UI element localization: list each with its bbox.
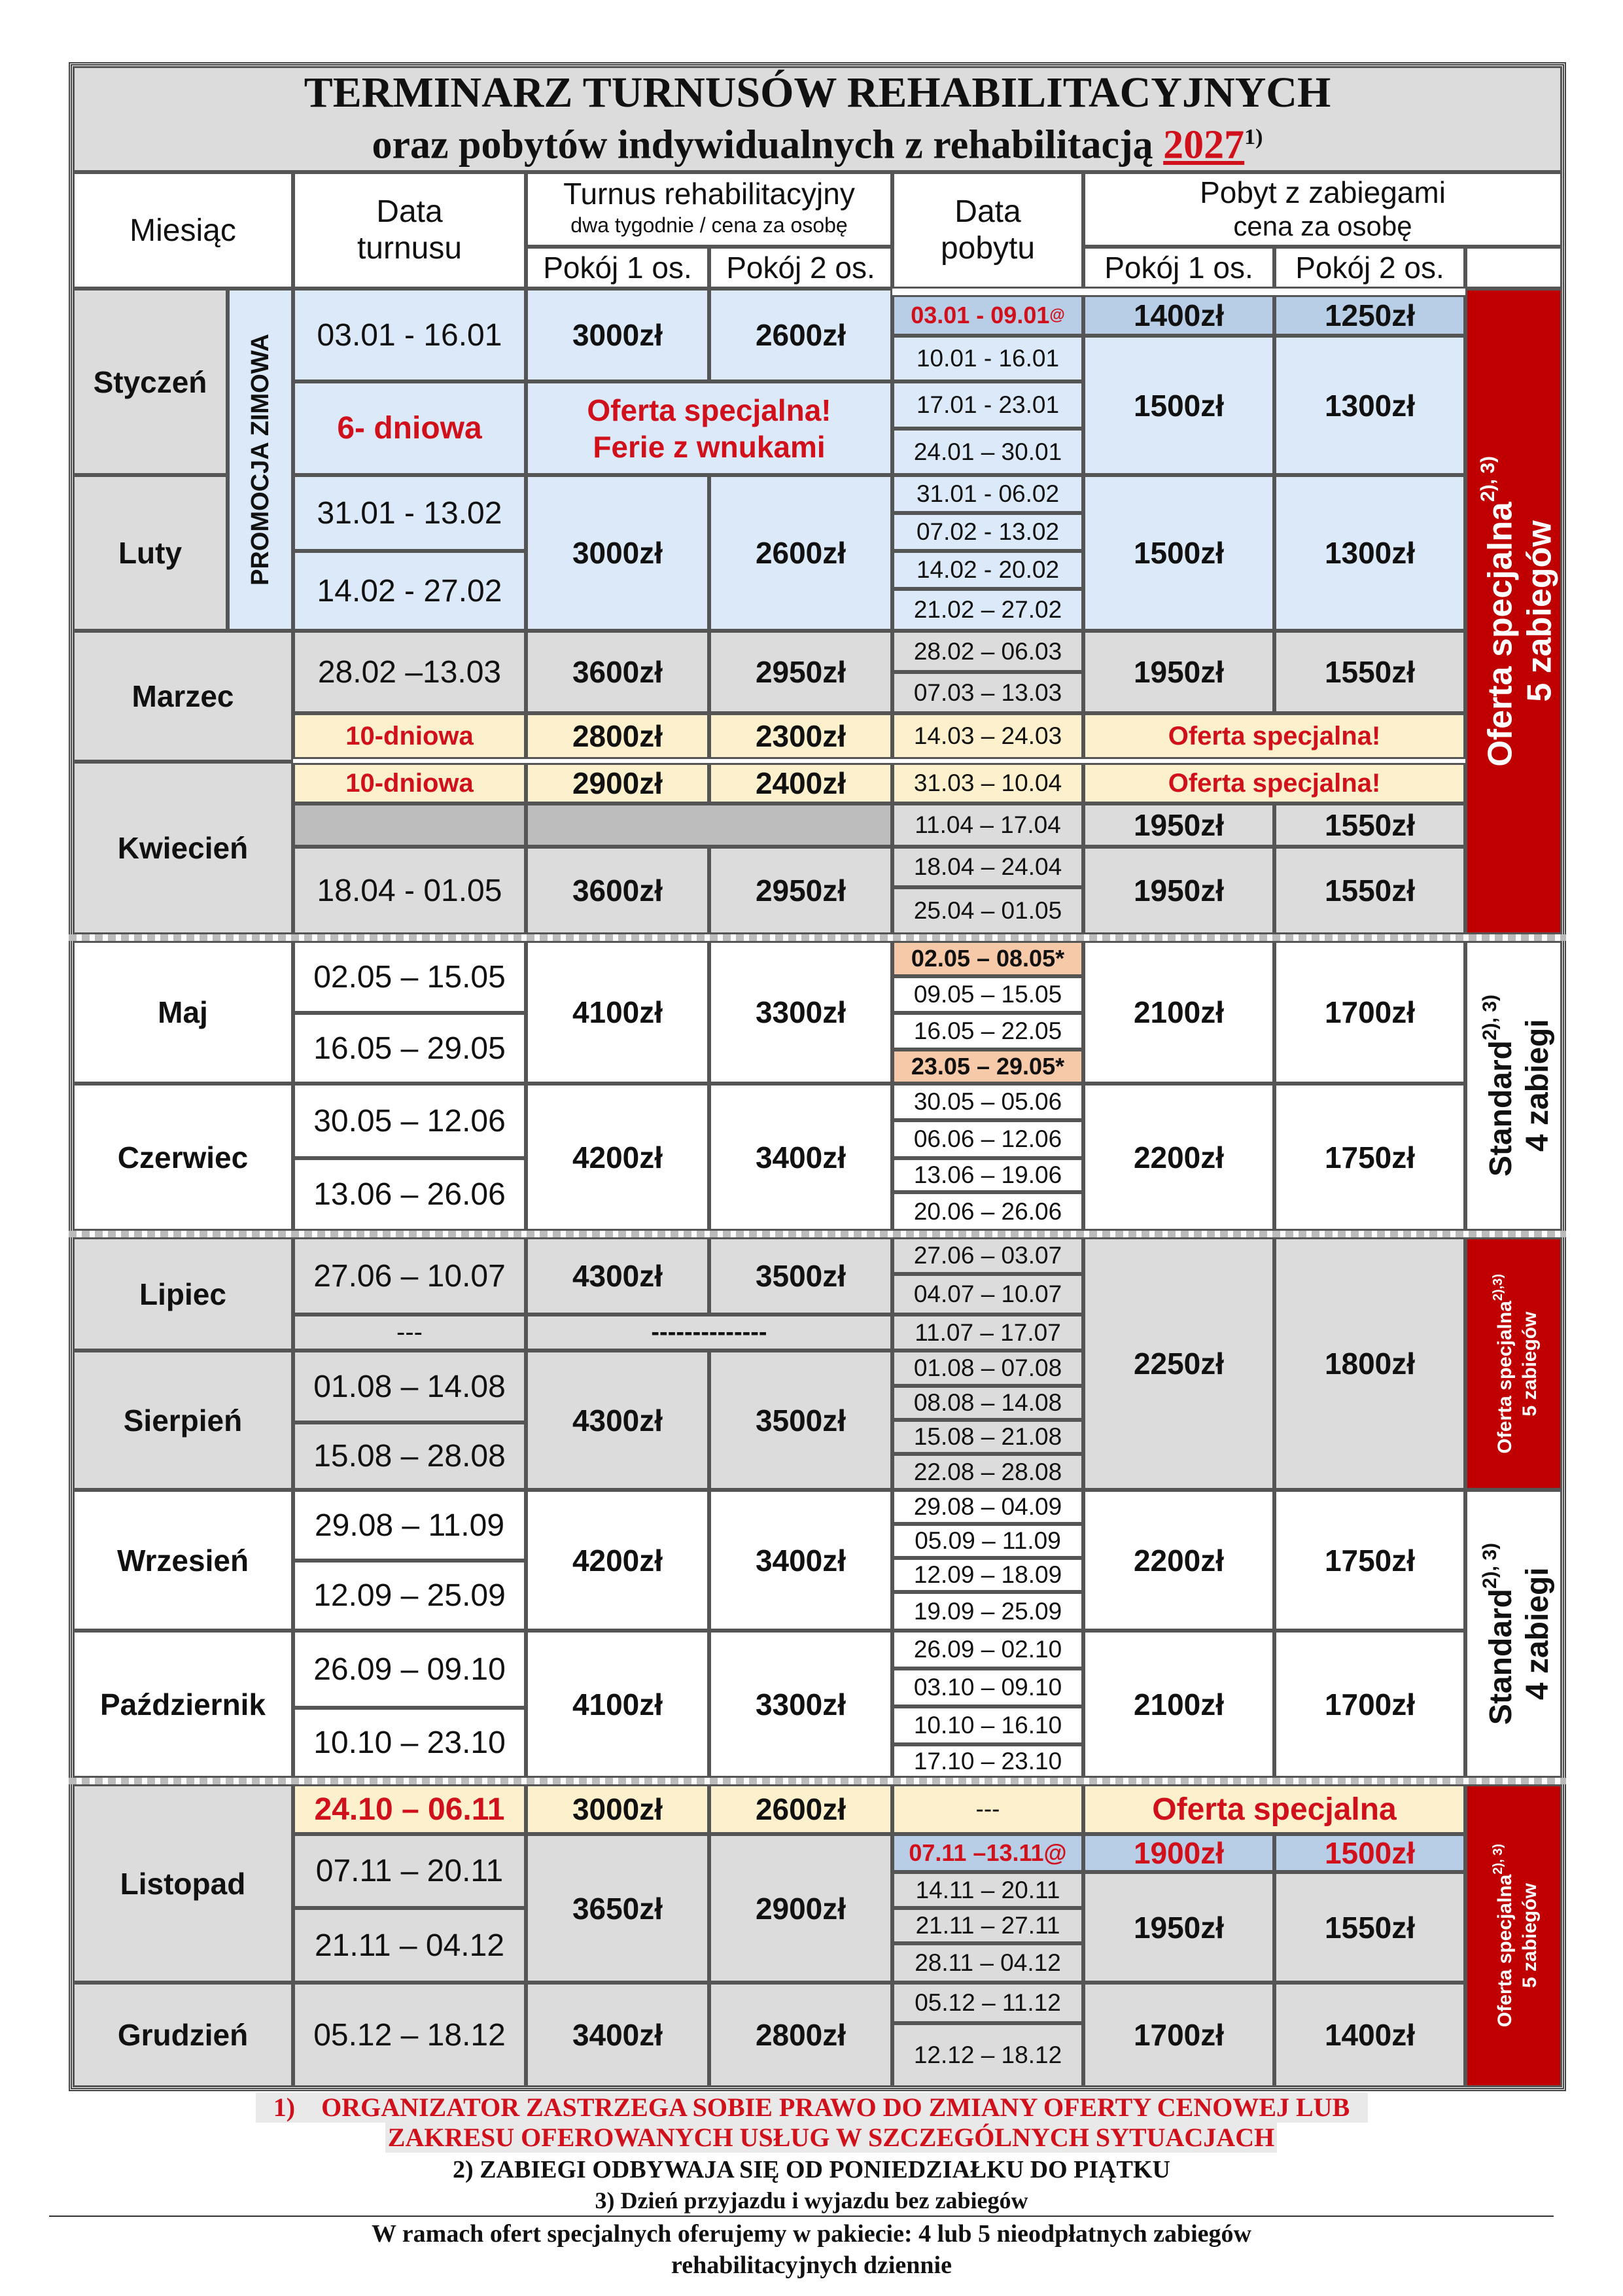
turnus-date: 18.04 - 01.05 xyxy=(293,847,526,934)
stay-date: 28.11 – 04.12 xyxy=(892,1943,1083,1983)
turnus-price-room1: 4200zł xyxy=(526,1084,709,1231)
stay-date: 25.04 – 01.05 xyxy=(892,887,1083,934)
turnus-price-room1: 4100zł xyxy=(526,1631,709,1778)
turnus-price-room2: 3400zł xyxy=(709,1490,892,1631)
stay-price-room2: 1500zł xyxy=(1274,1834,1465,1872)
stay-special-offer: Oferta specjalna! xyxy=(1083,763,1465,804)
turnus-price-room1: 4200zł xyxy=(526,1490,709,1631)
stay-price-room2: 1550zł xyxy=(1274,804,1465,847)
stay-date: 10.01 - 16.01 xyxy=(892,336,1083,381)
turnus-date: 16.05 – 29.05 xyxy=(293,1013,526,1084)
stay-date: 07.03 – 13.03 xyxy=(892,672,1083,713)
turnus-price-room2: 3500zł xyxy=(709,1237,892,1315)
col-turnus: Turnus rehabilitacyjny dwa tygodnie / cena za osobę xyxy=(526,172,892,247)
turnus-price-room2: 2600zł xyxy=(709,289,892,381)
stay-date: 27.06 – 03.07 xyxy=(892,1237,1083,1274)
turnus-date-empty xyxy=(293,804,526,847)
stay-price-room1: 1950zł xyxy=(1083,631,1274,713)
side-offer-5-zabiegow: Oferta specjalna$^{2), 3)}$ 5 zabiegów xyxy=(1465,1784,1562,2087)
page-subtitle: oraz pobytów indywidualnych z rehabilitacją 2027$^{1)}$ xyxy=(372,122,1263,168)
stay-date: 04.07 – 10.07 xyxy=(892,1274,1083,1315)
turnus-price-room1: 4300zł xyxy=(526,1351,709,1490)
stay-price-room1: 1950zł xyxy=(1083,847,1274,934)
turnus-date: 10.10 – 23.10 xyxy=(293,1708,526,1778)
turnus-price-room1: 2900zł xyxy=(526,763,709,804)
stay-date: 05.09 – 11.09 xyxy=(892,1524,1083,1558)
stay-date: 05.12 – 11.12 xyxy=(892,1983,1083,2023)
footnote-4: W ramach ofert specjalnych oferujemy w pakiecie: 4 lub 5 nieodpłatnych zabiegów rehabilitacyjnych dziennie xyxy=(371,2220,1251,2279)
stay-date: 11.04 – 17.04 xyxy=(892,804,1083,847)
turnus-price-room1: 3000zł xyxy=(526,475,709,631)
stay-price-room2: 1550zł xyxy=(1274,847,1465,934)
turnus-date: 07.11 – 20.11 xyxy=(293,1834,526,1908)
stay-date: 12.12 – 18.12 xyxy=(892,2023,1083,2087)
turnus-date: 27.06 – 10.07 xyxy=(293,1237,526,1315)
turnus-date: 14.02 - 27.02 xyxy=(293,551,526,631)
turnus-price-room1: 3400zł xyxy=(526,1983,709,2087)
col-stay-room1: Pokój 1 os. xyxy=(1083,247,1274,289)
turnus-price-room2: 2300zł xyxy=(709,713,892,759)
stay-price-room2: 1550zł xyxy=(1274,631,1465,713)
stay-date: 21.11 – 27.11 xyxy=(892,1908,1083,1943)
turnus-price-room2: 3500zł xyxy=(709,1351,892,1490)
stay-date: 31.01 - 06.02 xyxy=(892,475,1083,513)
stay-date: 06.06 – 12.06 xyxy=(892,1120,1083,1158)
stay-price-room1: 1950zł xyxy=(1083,1872,1274,1983)
stay-price-room2: 1550zł xyxy=(1274,1872,1465,1983)
stay-price-room2: 1400zł xyxy=(1274,1983,1465,2087)
stay-date: 12.09 – 18.09 xyxy=(892,1558,1083,1592)
stay-date: 01.08 – 07.08 xyxy=(892,1351,1083,1386)
col-side-empty xyxy=(1465,247,1562,289)
footnote-2: 2) ZABIEGI ODBYWAJA SIĘ OD PONIEDZIAŁKU DO PIĄTKU xyxy=(453,2156,1170,2183)
col-stay-room2: Pokój 2 os. xyxy=(1274,247,1465,289)
stay-date: 13.06 – 19.06 xyxy=(892,1158,1083,1192)
stay-price-room2: 1250zł xyxy=(1274,295,1465,336)
stay-date: 26.09 – 02.10 xyxy=(892,1631,1083,1669)
turnus-price-room1: 2800zł xyxy=(526,713,709,759)
turnus-date: 26.09 – 09.10 xyxy=(293,1631,526,1708)
stay-price-room1: 1500zł xyxy=(1083,475,1274,631)
stay-price-room1: 1950zł xyxy=(1083,804,1274,847)
stay-price-room1: 1500zł xyxy=(1083,336,1274,475)
side-offer-5-zabiegow: Oferta specjalna$^{2), 3)}$ 5 zabiegów xyxy=(1465,289,1562,934)
turnus-date: 12.09 – 25.09 xyxy=(293,1561,526,1631)
month-kwiecien: Kwiecień xyxy=(73,762,293,934)
turnus-date: 31.01 - 13.02 xyxy=(293,475,526,551)
stay-date: 18.04 – 24.04 xyxy=(892,847,1083,887)
turnus-date: 30.05 – 12.06 xyxy=(293,1084,526,1158)
stay-price-room2: 1700zł xyxy=(1274,941,1465,1084)
separator xyxy=(69,1778,1566,1784)
stay-date: 17.10 – 23.10 xyxy=(892,1744,1083,1778)
turnus-price-room2: 2950zł xyxy=(709,847,892,934)
stay-date: 11.07 – 17.07 xyxy=(892,1315,1083,1351)
footnote-divider xyxy=(49,2216,1554,2217)
stay-price-room1: 2250zł xyxy=(1083,1237,1274,1490)
turnus-price-room1: 3600zł xyxy=(526,631,709,713)
promo-winter-label: PROMOCJA ZIMOWA xyxy=(228,289,293,631)
stay-date: 03.10 – 09.10 xyxy=(892,1669,1083,1706)
turnus-price-room1: 3650zł xyxy=(526,1834,709,1983)
stay-date: 24.01 – 30.01 xyxy=(892,429,1083,475)
col-turnus-room2: Pokój 2 os. xyxy=(709,247,892,289)
turnus-price-room2: 2800zł xyxy=(709,1983,892,2087)
stay-date: 14.03 – 24.03 xyxy=(892,713,1083,759)
col-turnus-date: Data turnusu xyxy=(293,172,526,289)
turnus-date: 13.06 – 26.06 xyxy=(293,1158,526,1231)
footnote-1: 1) ORGANIZATOR ZASTRZEGA SOBIE PRAWO DO ZMIANY OFERTY CENOWEJ LUB ZAKRESU OFEROWANYCH USŁUG W SZCZEGÓLNYCH SYTUACJACH xyxy=(0,2093,1623,2153)
turnus-price-room2: 2400zł xyxy=(709,763,892,804)
stay-date: 15.08 – 21.08 xyxy=(892,1420,1083,1454)
turnus-date: 29.08 – 11.09 xyxy=(293,1490,526,1561)
stay-date: 19.09 – 25.09 xyxy=(892,1592,1083,1631)
stay-date: 23.05 – 29.05* xyxy=(892,1050,1083,1084)
col-stay: Pobyt z zabiegami cena za osobę xyxy=(1083,172,1562,247)
month-luty: Luty xyxy=(73,475,228,631)
month-maj: Maj xyxy=(73,941,293,1084)
stay-date: 29.08 – 04.09 xyxy=(892,1490,1083,1524)
turnus-price-room1: 4300zł xyxy=(526,1237,709,1315)
stay-price-room2: 1750zł xyxy=(1274,1490,1465,1631)
turnus-price-empty xyxy=(526,804,892,847)
stay-date: 14.02 - 20.02 xyxy=(892,551,1083,589)
stay-price-room1: 2100zł xyxy=(1083,1631,1274,1778)
turnus-date: 10-dniowa xyxy=(293,713,526,759)
turnus-price-room2: 3300zł xyxy=(709,941,892,1084)
turnus-price-room2: 2900zł xyxy=(709,1834,892,1983)
stay-date: 28.02 – 06.03 xyxy=(892,631,1083,672)
separator xyxy=(69,934,1566,941)
month-grudzien: Grudzień xyxy=(73,1983,293,2087)
month-wrzesien: Wrzesień xyxy=(73,1490,293,1631)
turnus-date: 05.12 – 18.12 xyxy=(293,1983,526,2087)
stay-price-room2: 1700zł xyxy=(1274,1631,1465,1778)
turnus-date: 21.11 – 04.12 xyxy=(293,1908,526,1983)
turnus-price-room1: 3000zł xyxy=(526,1784,709,1834)
stay-date: 21.02 – 27.02 xyxy=(892,589,1083,631)
stay-price-room1: 1900zł xyxy=(1083,1834,1274,1872)
stay-date: --- xyxy=(892,1784,1083,1834)
title-box xyxy=(73,66,1562,172)
turnus-price-room2: 2600zł xyxy=(709,1784,892,1834)
turnus-price-room2: 3400zł xyxy=(709,1084,892,1231)
stay-date: 20.06 – 26.06 xyxy=(892,1192,1083,1231)
stay-price-room2: 1750zł xyxy=(1274,1084,1465,1231)
page-title: TERMINARZ TURNUSÓW REHABILITACYJNYCH xyxy=(304,69,1331,117)
turnus-price-room1: 3000zł xyxy=(526,289,709,381)
stay-special-offer: Oferta specjalna! xyxy=(1083,713,1465,759)
side-standard-4-zabiegi: Standard$^{2), 3)}$ 4 zabiegi xyxy=(1465,1490,1562,1778)
turnus-price-room2: 2950zł xyxy=(709,631,892,713)
col-stay-date: Data pobytu xyxy=(892,172,1083,289)
turnus-price-room1: 3600zł xyxy=(526,847,709,934)
stay-date: 17.01 - 23.01 xyxy=(892,381,1083,429)
stay-price-room2: 1300zł xyxy=(1274,336,1465,475)
stay-date: 30.05 – 05.06 xyxy=(892,1084,1083,1120)
stay-date: 03.01 - 09.01 @ xyxy=(892,295,1083,336)
stay-date: 14.11 – 20.11 xyxy=(892,1872,1083,1908)
turnus-price-room2: 2600zł xyxy=(709,475,892,631)
stay-price-room1: 2100zł xyxy=(1083,941,1274,1084)
special-offer-ferie: Oferta specjalna! Ferie z wnukami xyxy=(526,381,892,475)
side-standard-4-zabiegi: Standard$^{2), 3)}$ 4 zabiegi xyxy=(1465,941,1562,1231)
month-sierpien: Sierpień xyxy=(73,1351,293,1490)
stay-date: 31.03 – 10.04 xyxy=(892,763,1083,804)
turnus-price-room2: 3300zł xyxy=(709,1631,892,1778)
stay-date: 02.05 – 08.05* xyxy=(892,941,1083,976)
month-styczen: Styczeń xyxy=(73,289,228,475)
col-turnus-room1: Pokój 1 os. xyxy=(526,247,709,289)
separator xyxy=(69,1231,1566,1237)
turnus-date: 03.01 - 16.01 xyxy=(293,289,526,381)
stay-date: 08.08 – 14.08 xyxy=(892,1386,1083,1420)
footnote-3: 3) Dzień przyjazdu i wyjazdu bez zabiegów xyxy=(595,2187,1028,2214)
stay-date: 07.02 - 13.02 xyxy=(892,513,1083,551)
turnus-price-room1: 4100zł xyxy=(526,941,709,1084)
stay-date: 09.05 – 15.05 xyxy=(892,976,1083,1013)
turnus-price-dash: -------------- xyxy=(526,1315,892,1351)
turnus-date: 15.08 – 28.08 xyxy=(293,1422,526,1490)
month-lipiec: Lipiec xyxy=(73,1237,293,1351)
turnus-date: 01.08 – 14.08 xyxy=(293,1351,526,1422)
month-listopad: Listopad xyxy=(73,1784,293,1983)
col-month: Miesiąc xyxy=(73,172,293,289)
stay-date: 16.05 – 22.05 xyxy=(892,1013,1083,1050)
stay-price-room2: 1800zł xyxy=(1274,1237,1465,1490)
stay-price-room1: 1400zł xyxy=(1083,295,1274,336)
turnus-date: 02.05 – 15.05 xyxy=(293,941,526,1013)
stay-price-room1: 2200zł xyxy=(1083,1490,1274,1631)
stay-date: 22.08 – 28.08 xyxy=(892,1454,1083,1490)
month-pazdziernik: Październik xyxy=(73,1631,293,1778)
stay-date: 07.11 –13.11@ xyxy=(892,1834,1083,1872)
month-marzec: Marzec xyxy=(73,631,293,762)
month-czerwiec: Czerwiec xyxy=(73,1084,293,1231)
stay-price-room1: 1700zł xyxy=(1083,1983,1274,2087)
stay-special-offer: Oferta specjalna xyxy=(1083,1784,1465,1834)
turnus-date: 10-dniowa xyxy=(293,763,526,804)
turnus-date: 24.10 – 06.11 xyxy=(293,1784,526,1834)
turnus-date: --- xyxy=(293,1315,526,1351)
stay-date: 10.10 – 16.10 xyxy=(892,1706,1083,1744)
side-offer-5-zabiegow: Oferta specjalna$^{2),3)}$ 5 zabiegów xyxy=(1465,1237,1562,1490)
stay-price-room1: 2200zł xyxy=(1083,1084,1274,1231)
turnus-date: 6- dniowa xyxy=(293,381,526,475)
turnus-date: 28.02 –13.03 xyxy=(293,631,526,713)
stay-price-room2: 1300zł xyxy=(1274,475,1465,631)
